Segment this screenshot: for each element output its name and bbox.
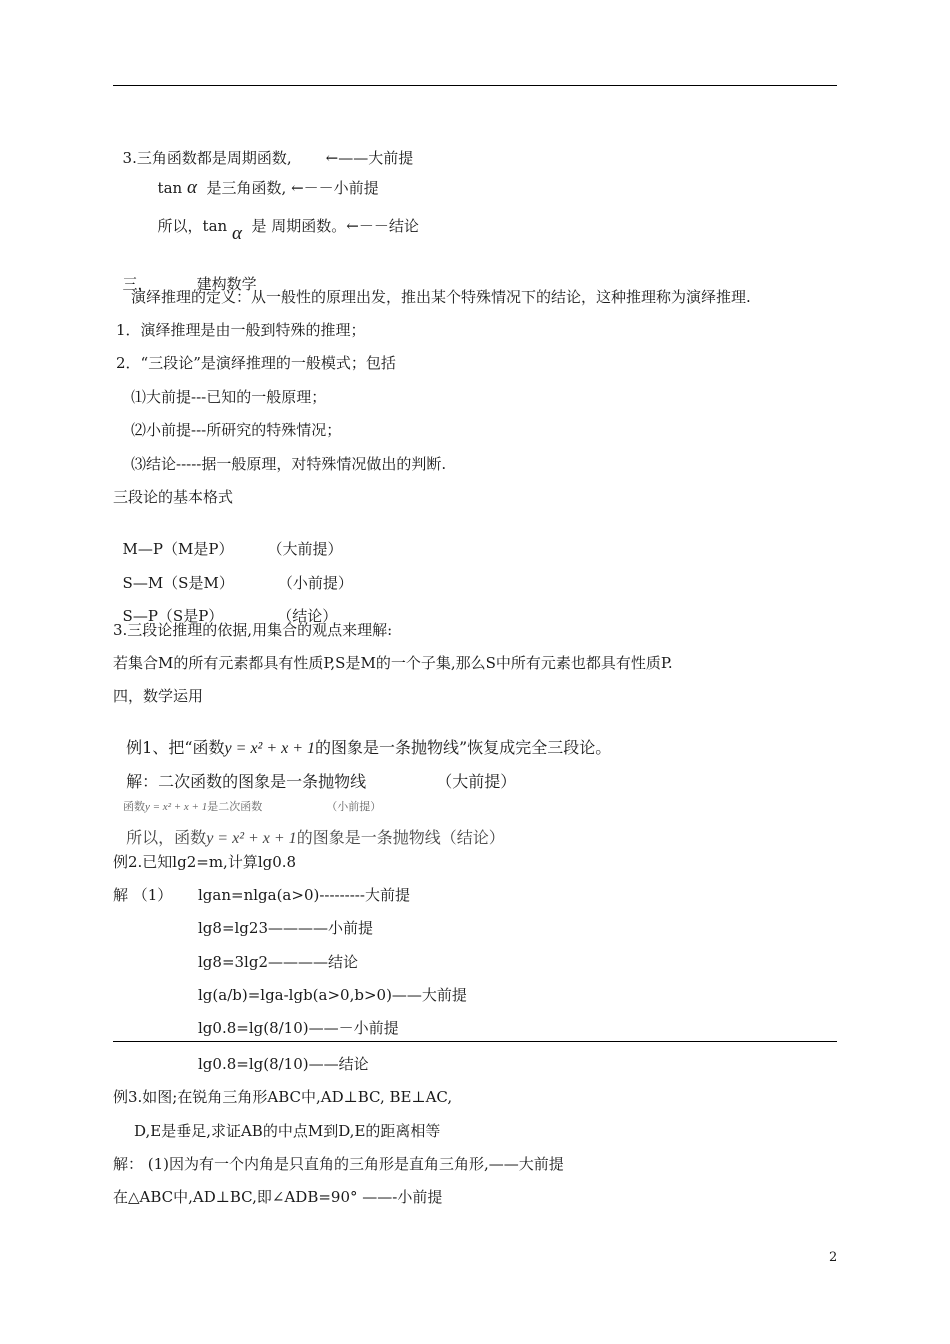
list-item-1: 1．演绎推理是由一般到特殊的推理； xyxy=(116,321,366,339)
example3-solution: 解： (1)因为有一个内角是只直角的三角形是直角三角形,——大前提 xyxy=(113,1155,564,1173)
example3-minor: 在△ABC中,AD⊥BC,即∠ADB=90° ——-小前提 xyxy=(113,1188,443,1206)
section4-heading: 四，数学运用 xyxy=(113,687,204,705)
format-line-1: M—P（M是P） （大前提） xyxy=(122,540,343,558)
example2-line-1: lgan=nlga(a>0)---------大前提 xyxy=(198,886,410,904)
list-item-2: 2．“三段论”是演绎推理的一般模式；包括 xyxy=(116,354,396,372)
section3-heading: 三， 建构数学 xyxy=(122,275,257,293)
example1-major: 解：二次函数的图象是一条抛物线 （大前提） xyxy=(126,772,517,791)
sub-item-1: ⑴大前提---已知的一般原理； xyxy=(131,388,327,406)
definition-text: 演绎推理的定义：从一般性的原理出发，推出某个特殊情况下的结论，这种推理称为演绎推理. xyxy=(131,288,751,306)
example1-conclusion: 所以，函数y = x² + x + 1的图象是一条抛物线（结论） xyxy=(126,828,505,847)
example2-line-4: lg(a/b)=lga-lgb(a>0,b>0)——大前提 xyxy=(198,986,467,1004)
example2-label: 解 （1） xyxy=(113,886,173,904)
example2-line-5: lg0.8=lg(8/10)——－小前提 xyxy=(198,1019,399,1037)
example2-line-2: lg8=lg23————小前提 xyxy=(198,919,373,937)
example1-title: 例1、把“函数y = x² + x + 1的图象是一条抛物线”恢复成完全三段论。 xyxy=(126,738,612,757)
example2-line-3: lg8=3lg2————结论 xyxy=(198,953,358,971)
sub-item-2: ⑵小前提---所研究的特殊情况； xyxy=(131,421,342,439)
divider-rule xyxy=(113,1041,837,1042)
header-rule xyxy=(113,85,837,86)
example3-text: D,E是垂足,求证AB的中点M到D,E的距离相等 xyxy=(134,1122,441,1140)
basis-text: 若集合M的所有元素都具有性质P,S是M的一个子集,那么S中所有元素也都具有性质P. xyxy=(113,654,673,672)
sub-item-3: ⑶结论-----据一般原理，对特殊情况做出的判断. xyxy=(131,455,447,473)
example2-title: 例2.已知lg2=m,计算lg0.8 xyxy=(113,853,297,871)
format-line-3: S—P（S是P） （结论） xyxy=(122,607,338,625)
example3-title: 例3.如图;在锐角三角形ABC中,AD⊥BC, BE⊥AC, xyxy=(113,1088,453,1106)
basis-title: 3.三段论推理的依据,用集合的观点来理解: xyxy=(113,621,393,639)
example1-minor: 函数y = x² + x + 1是二次函数 （小前提） xyxy=(123,800,382,813)
example2-line-6: lg0.8=lg(8/10)——结论 xyxy=(198,1055,369,1073)
syllogism-major: 3.三角函数都是周期函数, ←——大前提 xyxy=(122,149,414,167)
page-number: 2 xyxy=(829,1250,838,1265)
format-line-2: S—M（S是M） （小前提） xyxy=(122,574,353,592)
format-title: 三段论的基本格式 xyxy=(113,488,234,506)
syllogism-conclusion: 所以，tan α 是 周期函数。←－－结论 xyxy=(157,217,419,244)
syllogism-minor: tan α 是三角函数, ←－－小前提 xyxy=(157,177,379,198)
